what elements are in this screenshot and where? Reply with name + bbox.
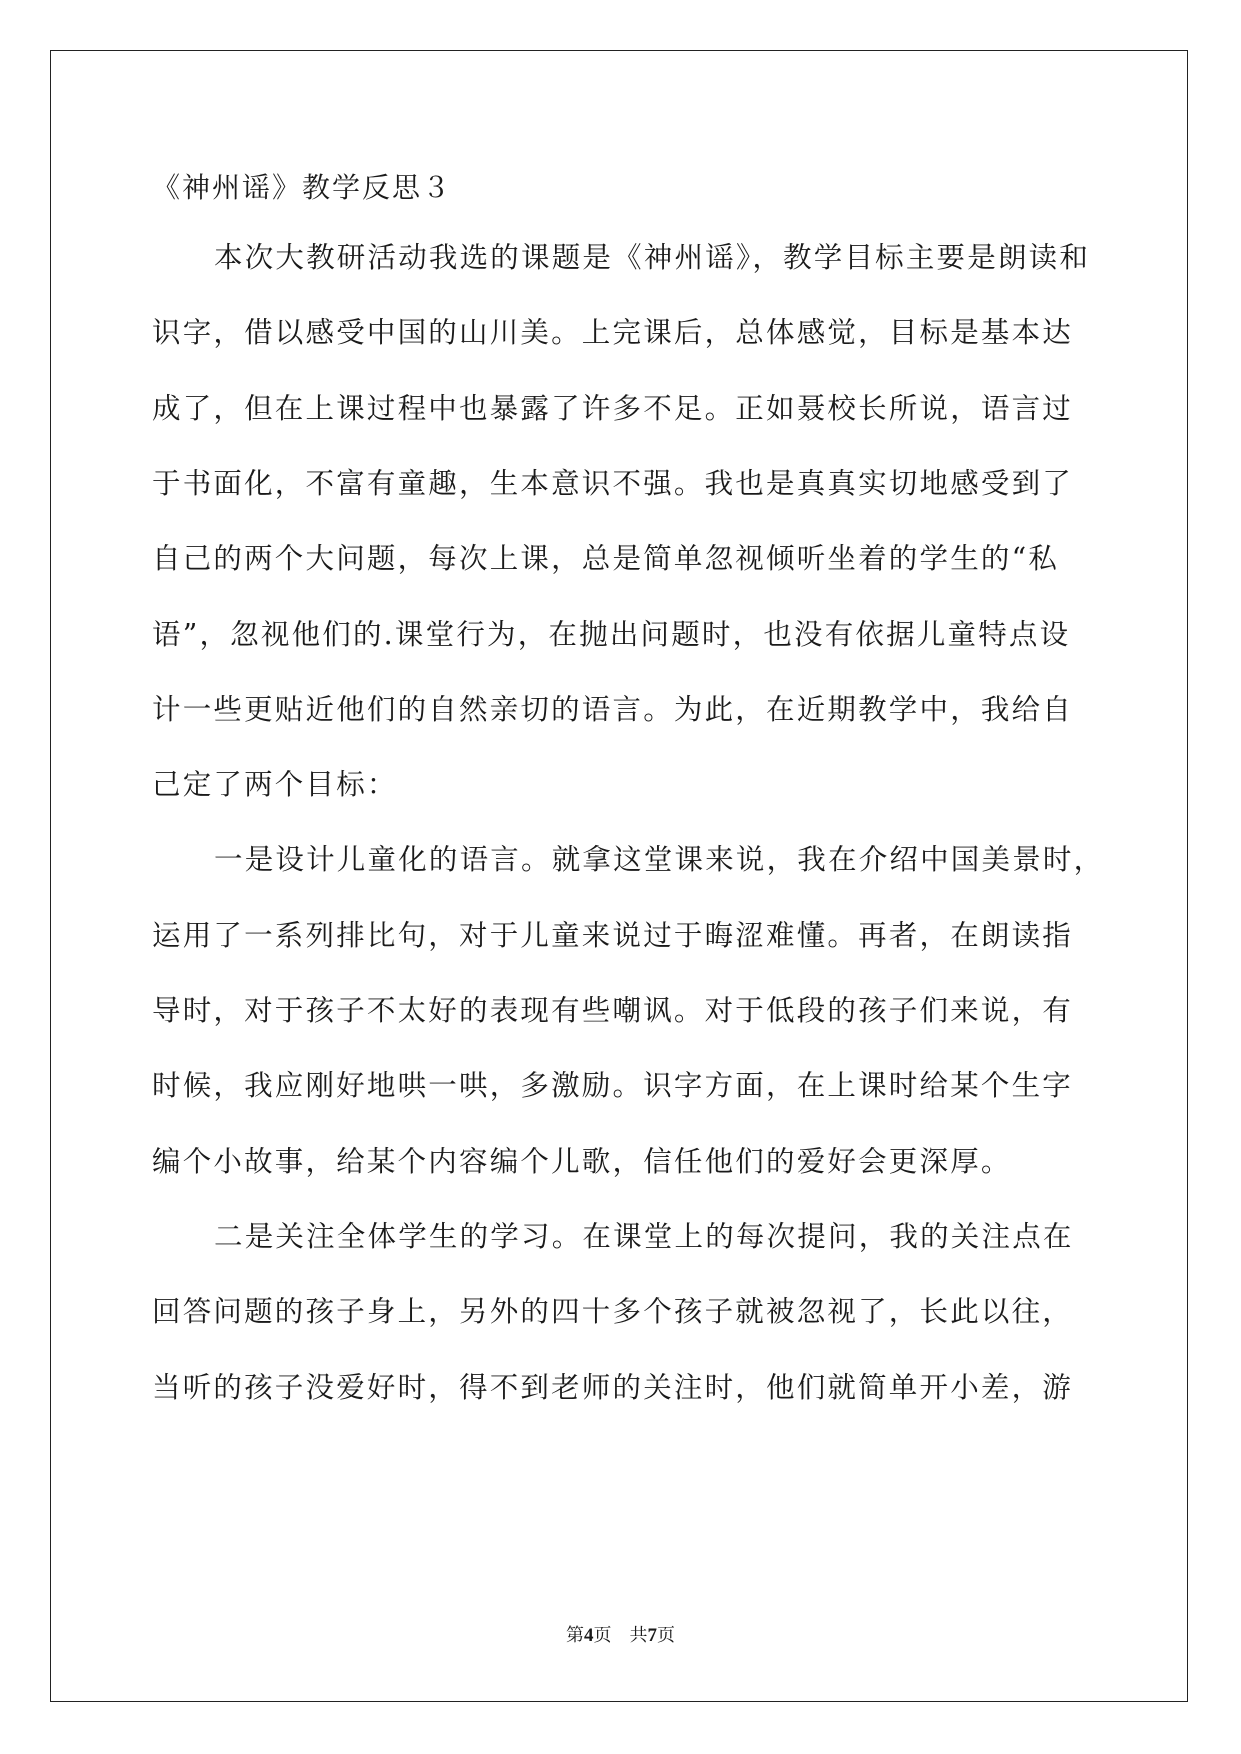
body-line: 识字，借以感受中国的山川美。上完课后，总体感觉，目标是基本达 — [152, 316, 1074, 350]
body-line: 导时，对于孩子不太好的表现有些嘲讽。对于低段的孩子们来说，有 — [152, 994, 1074, 1027]
body-line: 时候，我应刚好地哄一哄，多激励。识字方面，在上课时给某个生字 — [152, 1069, 1074, 1103]
body-line: 己定了两个目标： — [152, 768, 398, 802]
body-line: 成了，但在上课过程中也暴露了许多不足。正如聂校长所说，语言过 — [152, 391, 1074, 425]
body-line: 二是关注全体学生的学习。在课堂上的每次提问，我的关注点在 — [214, 1219, 1074, 1253]
body-line: 于书面化，不富有童趣，生本意识不强。我也是真真实切地感受到了 — [152, 466, 1074, 500]
body-line: 计一些更贴近他们的自然亲切的语言。为此，在近期教学中，我给自 — [152, 692, 1074, 726]
body-line: 本次大教研活动我选的课题是《神州谣》，教学目标主要是朗读和 — [214, 241, 1091, 274]
body-line: 语”，忽视他们的.课堂行为，在抛出问题时，也没有依据儿童特点设 — [152, 617, 1071, 651]
body-line: 当听的孩子没爱好时，得不到老师的关注时，他们就简单开小差，游 — [152, 1370, 1074, 1404]
body-line: 运用了一系列排比句，对于儿童来说过于晦涩难懂。再者，在朗读指 — [152, 918, 1074, 952]
footer-suffix: 页 — [657, 1625, 675, 1646]
body-line: 自己的两个大问题，每次上课，总是简单忽视倾听坐着的学生的“私 — [152, 542, 1060, 576]
footer-total-pages: 7 — [647, 1625, 657, 1646]
page-footer — [0, 1624, 1241, 1648]
footer-mid: 页 共 — [593, 1625, 648, 1646]
body-line: 一是设计儿童化的语言。就拿这堂课来说，我在介绍中国美景时， — [214, 843, 1105, 877]
footer-prefix: 第 — [566, 1625, 584, 1646]
footer-page-number: 4 — [584, 1625, 594, 1646]
document-title: 《神州谣》教学反思３ — [152, 171, 453, 204]
body-line: 编个小故事，给某个内容编个儿歌，信任他们的爱好会更深厚。 — [152, 1144, 1012, 1178]
body-line: 回答问题的孩子身上，另外的四十多个孩子就被忽视了，长此以往， — [152, 1295, 1074, 1329]
